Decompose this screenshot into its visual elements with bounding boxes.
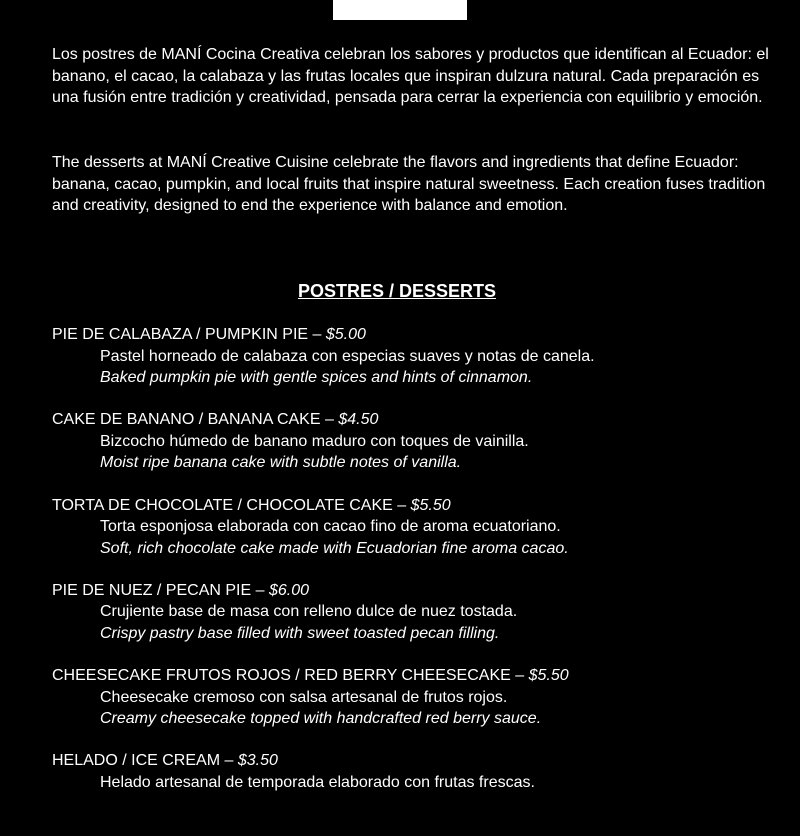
item-description-es: Pastel horneado de calabaza con especias suaves y notas de canela.	[100, 347, 595, 365]
item-description-es: Torta esponjosa elaborada con cacao fino de aroma ecuatoriano.	[100, 518, 561, 536]
menu-item-pecan-pie	[52, 580, 792, 665]
item-description-es: Helado artesanal de temporada elaborado con frutas frescas.	[100, 773, 535, 791]
item-separator: –	[251, 581, 269, 599]
item-separator: –	[392, 496, 411, 514]
item-description-es: Crujiente base de masa con relleno dulce de nuez tostada.	[100, 603, 518, 621]
item-price: $6.00	[268, 581, 309, 599]
item-name: PIE DE NUEZ / PECAN PIE	[52, 581, 252, 599]
item-name: HELADO / ICE CREAM	[52, 752, 221, 770]
item-name: TORTA DE CHOCOLATE / CHOCOLATE CAKE	[52, 496, 393, 514]
item-price: $5.50	[528, 667, 569, 685]
item-heading	[52, 324, 792, 346]
item-description-en: Crispy pastry base filled with sweet toasted pecan filling.	[100, 624, 500, 642]
item-heading	[52, 750, 792, 772]
menu-item-banana-cake	[52, 409, 792, 494]
intro-paragraph-en: The desserts at MANÍ Creative Cuisine celebrate the flavors and ingredients that define Ecuador: banana, cacao, pumpkin, and local fruits that inspire natural sweetness. Each creation fuses tradition and creativity, designed to end the experience with balance and emotion.	[52, 154, 766, 214]
item-price: $3.50	[237, 752, 278, 770]
dessert-menu-list	[52, 324, 792, 836]
item-description-en: Moist ripe banana cake with subtle notes of vanilla.	[100, 454, 462, 472]
item-price: $5.50	[410, 496, 451, 514]
item-heading	[52, 495, 792, 517]
item-separator: –	[220, 752, 238, 770]
item-description-en: Baked pumpkin pie with gentle spices and hints of cinnamon.	[100, 369, 533, 386]
item-price: $5.00	[325, 326, 366, 343]
menu-item-pumpkin-pie	[52, 324, 792, 409]
logo-box	[333, 0, 467, 20]
item-separator: –	[510, 667, 529, 685]
menu-item-chocolate-cake	[52, 495, 792, 580]
menu-item-ice-cream	[52, 750, 792, 835]
item-description-en: Soft, rich chocolate cake made with Ecuadorian fine aroma cacao.	[100, 539, 569, 557]
item-heading	[52, 665, 792, 687]
item-heading	[52, 580, 792, 602]
item-separator: –	[320, 411, 339, 429]
menu-item-red-berry-cheesecake	[52, 665, 792, 750]
item-name: CHEESECAKE FRUTOS ROJOS / RED BERRY CHEESECAKE	[52, 667, 511, 685]
item-name: PIE DE CALABAZA / PUMPKIN PIE	[52, 326, 309, 343]
item-heading	[52, 409, 792, 431]
intro-paragraph-es: Los postres de MANÍ Cocina Creativa celebran los sabores y productos que identifican al Ecuador: el banano, el cacao, la calabaza y las frutas locales que inspiran dulzura natural. Cada preparación es una fusión entre tradición y creatividad, pensada para cerrar la experiencia con equilibrio y emoción.	[52, 46, 769, 106]
item-description-es: Cheesecake cremoso con salsa artesanal de frutos rojos.	[100, 688, 508, 706]
section-title: POSTRES / DESSERTS	[297, 281, 497, 301]
item-description-en: Creamy cheesecake topped with handcrafted red berry sauce.	[100, 710, 542, 728]
item-price: $4.50	[338, 411, 379, 429]
item-name: CAKE DE BANANO / BANANA CAKE	[52, 411, 321, 429]
item-description-es: Bizcocho húmedo de banano maduro con toques de vainilla.	[100, 432, 529, 450]
item-separator: –	[308, 326, 326, 343]
